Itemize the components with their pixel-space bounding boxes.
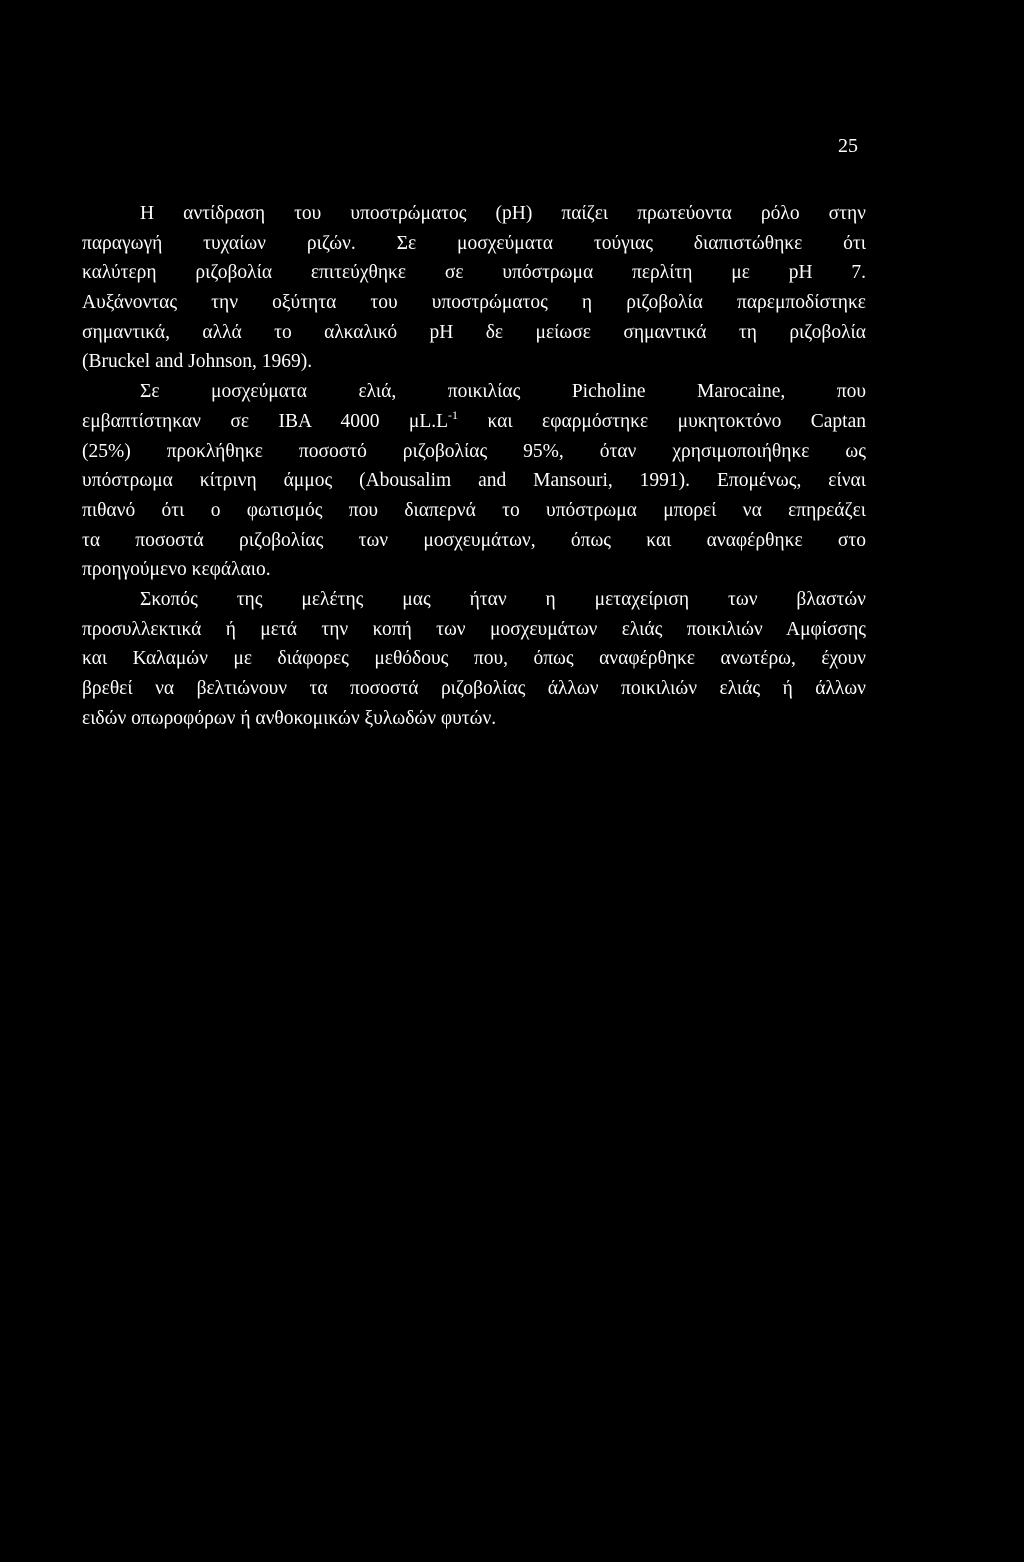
text-line: (25%) προκλήθηκε ποσοστό ριζοβολίας 95%, όταν χρησιμοποιήθηκε ως [82, 440, 866, 462]
text-line: σημαντικά, αλλά το αλκαλικό pH δε μείωσε σημαντικά τη ριζοβολία [82, 321, 866, 343]
text-line: Η αντίδραση του υποστρώματος (pH) παίζει πρωτεύοντα ρόλο στην [140, 203, 866, 224]
text-line: και Καλαμών με διάφορες μεθόδους που, όπως αναφέρθηκε ανωτέρω, έχουν [82, 648, 866, 670]
paragraph-study-aim [82, 585, 866, 733]
text-line: τα ποσοστά ριζοβολίας των μοσχευμάτων, όπως και αναφέρθηκε στο [82, 529, 866, 551]
text-line: πιθανό ότι ο φωτισμός που διαπερνά το υπόστρωμα μπορεί να επηρεάζει [82, 499, 866, 521]
document-body [82, 199, 866, 733]
paragraph-olive-cuttings [82, 377, 866, 585]
text-line: Σκοπός της μελέτης μας ήταν η μεταχείριση των βλαστών [140, 588, 866, 610]
text-line: παραγωγή τυχαίων ριζών. Σε μοσχεύματα τούγιας διαπιστώθηκε ότι [82, 232, 866, 254]
text-segment: εμβαπτίστηκαν σε IBA 4000 μL.L [82, 410, 449, 432]
paragraph-ph-substrate [82, 199, 866, 377]
text-line: ειδών οπωροφόρων ή ανθοκομικών ξυλωδών φυτών. [82, 707, 497, 729]
superscript: -1 [448, 407, 459, 422]
text-line: Σε μοσχεύματα ελιά, ποικιλίας Picholine Marocaine, που [140, 381, 866, 403]
text-line: βρεθεί να βελτιώνουν τα ποσοστά ριζοβολίας άλλων ποικιλιών ελιάς ή άλλων [82, 678, 866, 699]
text-line [82, 407, 866, 437]
page-number: 25 [838, 135, 858, 157]
text-line: (Bruckel and Johnson, 1969). [82, 351, 313, 373]
text-line: προηγούμενο κεφάλαιο. [82, 559, 271, 581]
text-line: καλύτερη ριζοβολία επιτεύχθηκε σε υπόστρωμα περλίτη με pH 7. [82, 262, 866, 284]
text-line: προσυλλεκτικά ή μετά την κοπή των μοσχευμάτων ελιάς ποικιλιών Αμφίσσης [82, 618, 866, 640]
text-line: Αυξάνοντας την οξύτητα του υποστρώματος η ριζοβολία παρεμποδίστηκε [82, 292, 866, 314]
text-line: υπόστρωμα κίτρινη άμμος (Abousalim and Mansouri, 1991). Επομένως, είναι [82, 470, 866, 492]
text-segment: και εφαρμόστηκε μυκητοκτόνο Captan [458, 410, 866, 432]
